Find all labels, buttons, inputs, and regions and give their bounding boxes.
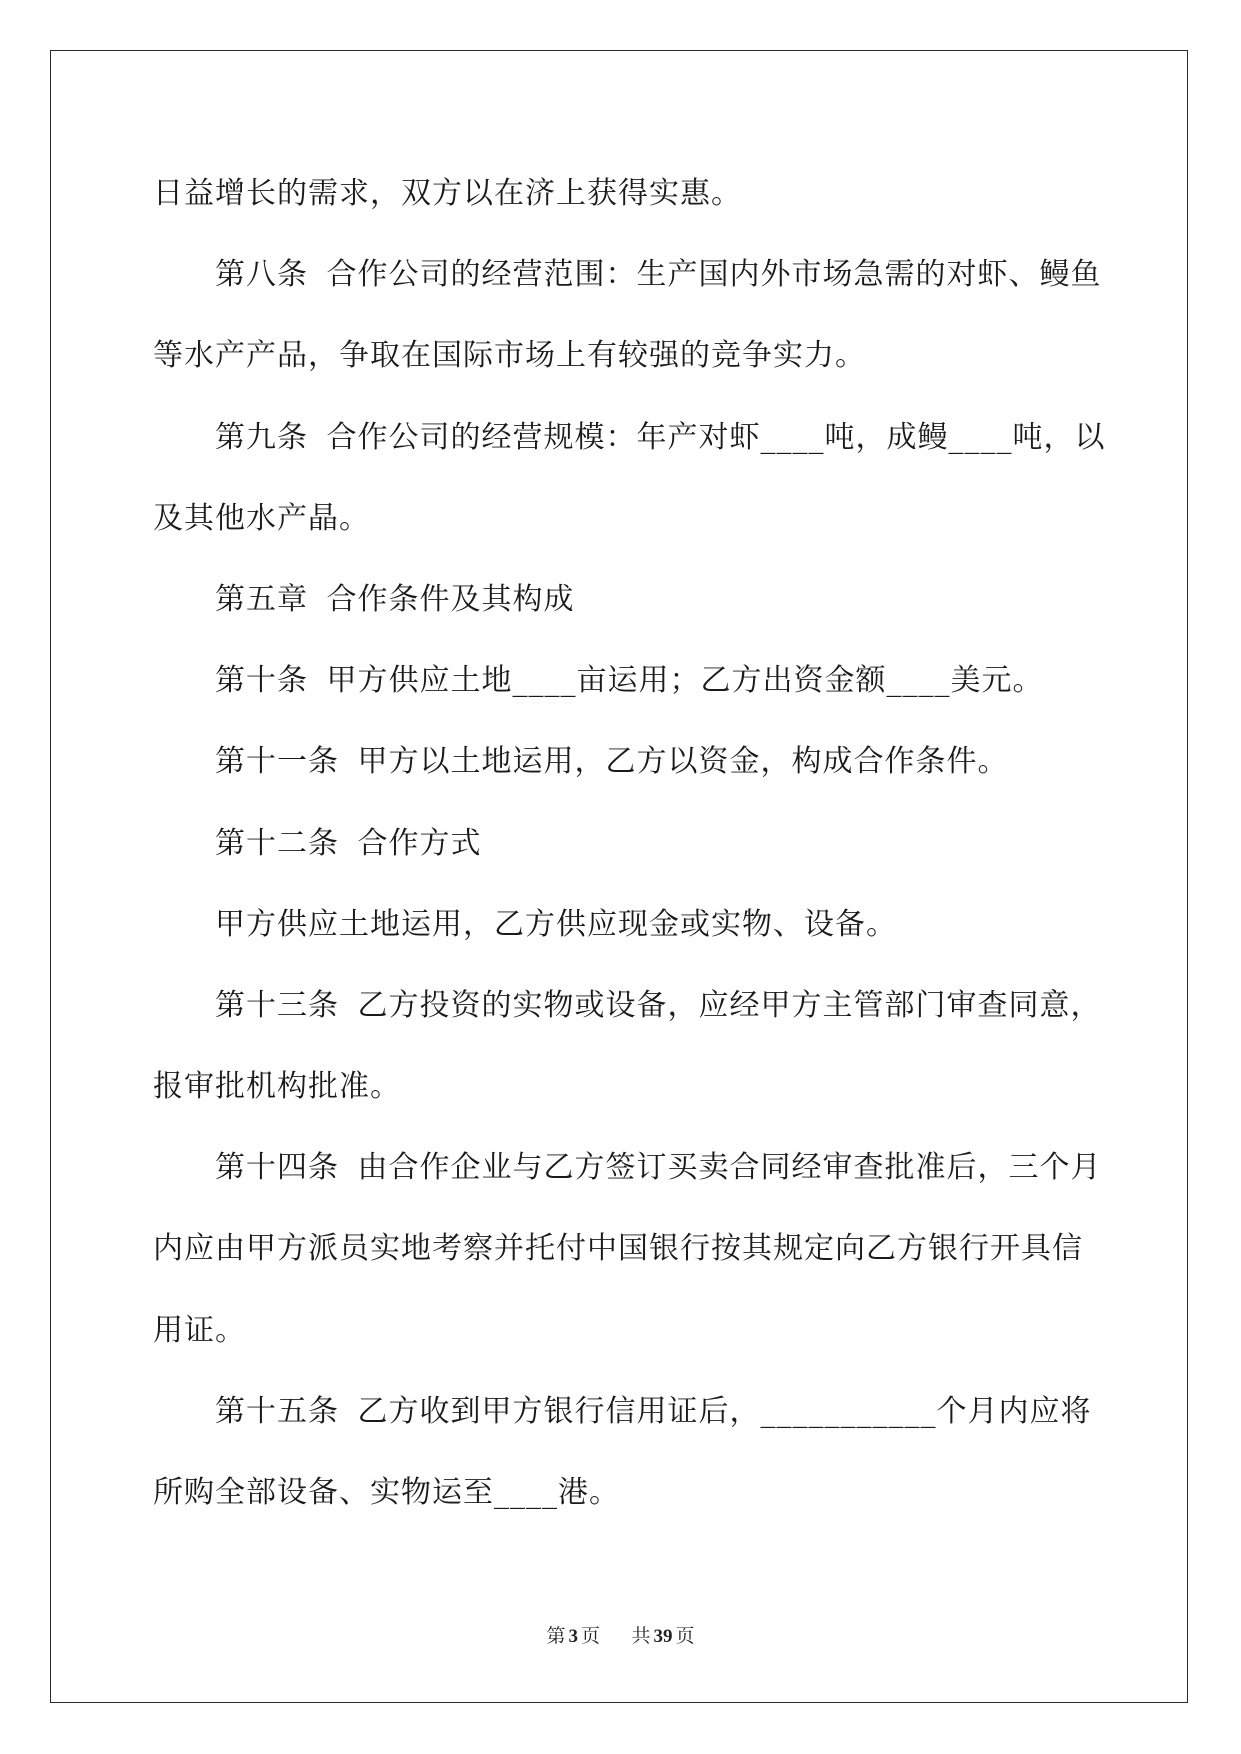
text-line: 第九条 合作公司的经营规模：年产对虾____吨，成鳗____吨，以 bbox=[215, 419, 1106, 455]
text-line: 第十二条 合作方式 bbox=[215, 825, 482, 861]
clause-9 bbox=[153, 397, 1173, 559]
text-line: 日益增长的需求，双方以在济上获得实惠。 bbox=[153, 176, 742, 211]
paragraph-continuation bbox=[153, 153, 1173, 234]
clause-15 bbox=[153, 1371, 1173, 1533]
total-suffix: 页 bbox=[675, 1626, 695, 1647]
chapter-5-heading bbox=[153, 559, 1173, 640]
current-page-number: 3 bbox=[568, 1626, 578, 1647]
text-line: 第十三条 乙方投资的实物或设备，应经甲方主管部门审查同意， bbox=[215, 987, 1102, 1023]
clause-8 bbox=[153, 234, 1173, 396]
page-suffix: 页 bbox=[580, 1626, 600, 1647]
document-body bbox=[153, 153, 1173, 1533]
page-prefix: 第 bbox=[546, 1626, 566, 1647]
text-line: 报审批机构批准。 bbox=[153, 1069, 401, 1105]
text-line: 所购全部设备、实物运至____港。 bbox=[153, 1475, 620, 1510]
clause-10 bbox=[153, 640, 1173, 721]
clause-11 bbox=[153, 721, 1173, 802]
text-line: 第五章 合作条件及其构成 bbox=[215, 581, 575, 617]
clause-12 bbox=[153, 803, 1173, 884]
text-line: 内应由甲方派员实地考察并托付中国银行按其规定向乙方银行开具信 bbox=[153, 1231, 1083, 1267]
text-line: 及其他水产晶。 bbox=[153, 500, 370, 536]
page-footer bbox=[0, 1624, 1241, 1650]
text-line: 第十一条 甲方以土地运用，乙方以资金，构成合作条件。 bbox=[215, 744, 1009, 780]
total-page-count: 39 bbox=[653, 1626, 673, 1647]
text-line: 甲方供应土地运用，乙方供应现金或实物、设备。 bbox=[215, 906, 897, 942]
page-number-indicator bbox=[546, 1626, 604, 1647]
text-line: 第十四条 由合作企业与乙方签订买卖合同经审查批准后，三个月 bbox=[215, 1150, 1102, 1186]
clause-12-body bbox=[153, 884, 1173, 965]
total-pages-indicator bbox=[627, 1626, 695, 1647]
clause-14 bbox=[153, 1127, 1173, 1371]
text-line: 等水产产品，争取在国际市场上有较强的竞争实力。 bbox=[153, 338, 866, 374]
text-line: 第八条 合作公司的经营范围：生产国内外市场急需的对虾、鳗鱼 bbox=[215, 257, 1102, 293]
text-line: 用证。 bbox=[153, 1312, 246, 1348]
text-line: 第十条 甲方供应土地____亩运用；乙方出资金额____美元。 bbox=[215, 663, 1044, 699]
clause-13 bbox=[153, 965, 1173, 1127]
text-line: 第十五条 乙方收到甲方银行信用证后，___________个月内应将 bbox=[215, 1393, 1092, 1429]
total-prefix: 共 bbox=[631, 1626, 651, 1647]
